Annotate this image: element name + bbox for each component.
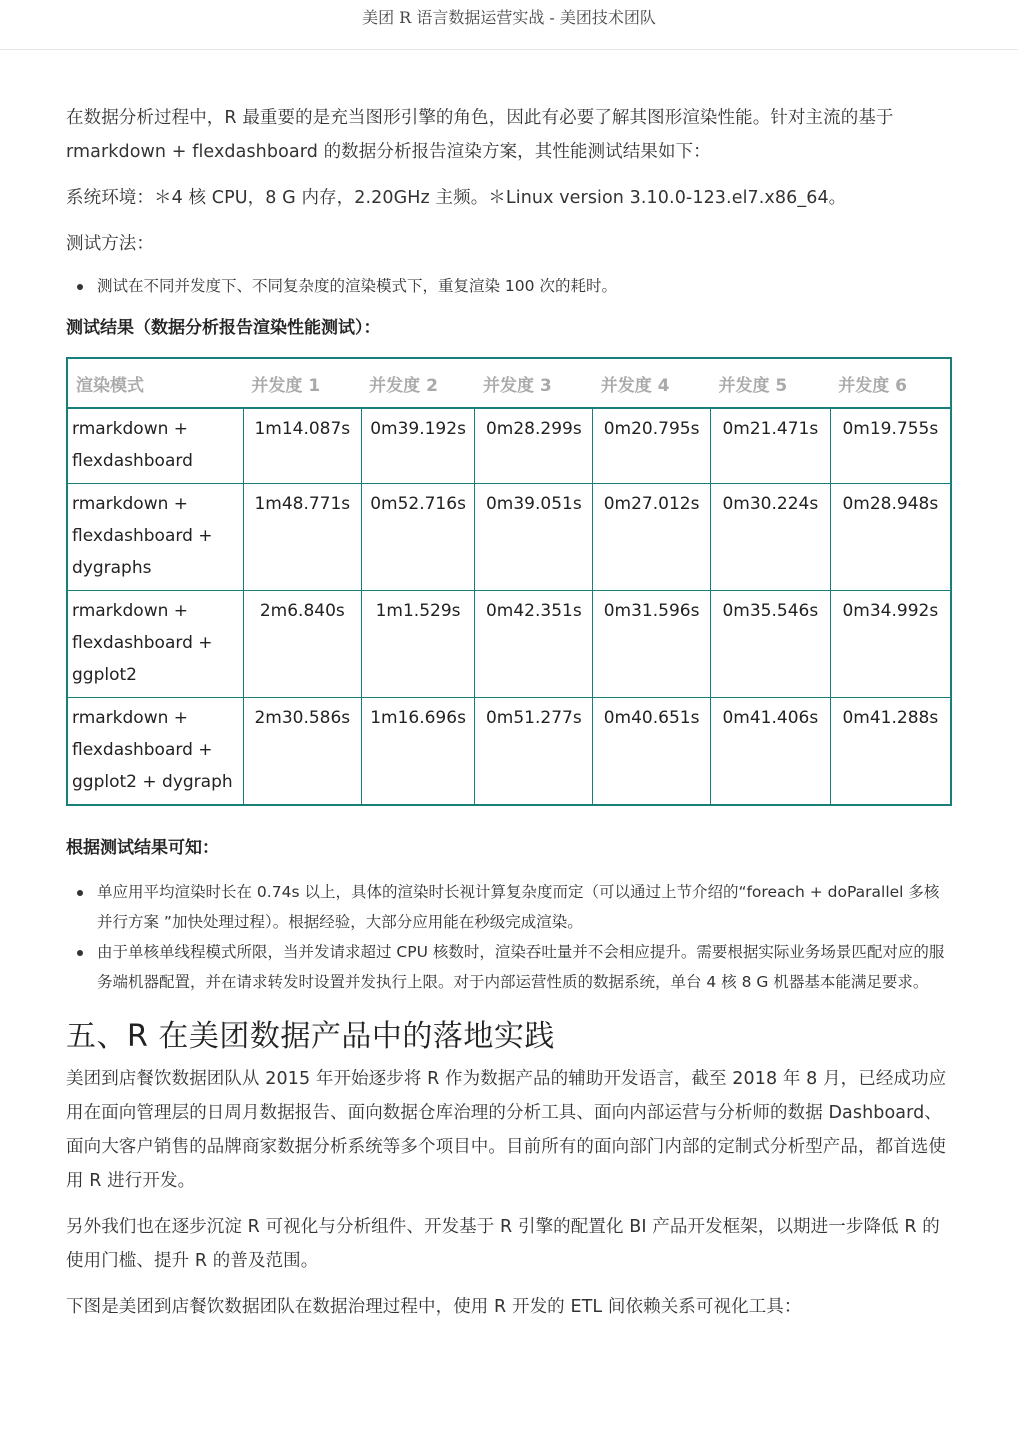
- column-header-concurrency-3: 并发度 3: [475, 358, 593, 408]
- time-cell: 0m41.406s: [710, 698, 830, 806]
- conclusion-heading: 根据测试结果可知：: [66, 838, 219, 858]
- table-row: [67, 408, 951, 484]
- time-cell: 0m41.288s: [830, 698, 951, 806]
- time-cell: 0m52.716s: [361, 484, 475, 591]
- time-cell: 0m35.546s: [710, 591, 830, 698]
- time-cell: 0m34.992s: [830, 591, 951, 698]
- performance-table: [66, 357, 952, 806]
- results-heading: 测试结果（数据分析报告渲染性能测试）：: [66, 318, 381, 338]
- mode-cell: rmarkdown + flexdashboard + ggplot2: [67, 591, 243, 698]
- column-header-mode: 渲染模式: [67, 358, 243, 408]
- time-cell: 0m31.596s: [593, 591, 711, 698]
- time-cell: 1m16.696s: [361, 698, 475, 806]
- time-cell: 0m39.192s: [361, 408, 475, 484]
- section-heading: 五、R 在美团数据产品中的落地实践: [66, 1019, 555, 1054]
- time-cell: 0m19.755s: [830, 408, 951, 484]
- intro-paragraph: 在数据分析过程中，R 最重要的是充当图形引擎的角色，因此有必要了解其图形渲染性能。针对主流的基于 rmarkdown + flexdashboard 的数据分析报告渲染方案，其性能测试结果如下：: [66, 108, 894, 162]
- table-row: [67, 698, 951, 806]
- method-list: [66, 271, 952, 301]
- time-cell: 2m6.840s: [243, 591, 361, 698]
- time-cell: 0m39.051s: [475, 484, 593, 591]
- mode-cell: rmarkdown + flexdashboard + ggplot2 + dygraph: [67, 698, 243, 806]
- time-cell: 1m14.087s: [243, 408, 361, 484]
- time-cell: 0m42.351s: [475, 591, 593, 698]
- column-header-concurrency-6: 并发度 6: [830, 358, 951, 408]
- conclusion-item: 由于单核单线程模式所限，当并发请求超过 CPU 核数时，渲染吞吐量并不会相应提升。需要根据实际业务场景匹配对应的服务端机器配置，并在请求转发时设置并发执行上限。对于内部运营性质的数据系统，单台 4 核 8 G 机器基本能满足要求。: [66, 937, 952, 997]
- time-cell: 0m28.299s: [475, 408, 593, 484]
- time-cell: 0m30.224s: [710, 484, 830, 591]
- time-cell: 0m40.651s: [593, 698, 711, 806]
- time-cell: 0m51.277s: [475, 698, 593, 806]
- section-paragraph: 美团到店餐饮数据团队从 2015 年开始逐步将 R 作为数据产品的辅助开发语言，截至 2018 年 8 月，已经成功应用在面向管理层的日周月数据报告、面向数据仓库治理的分析工具、面向内部运营与分析师的数据 Dashboard、面向大客户销售的品牌商家数据分析系统等多个项目中。目前所有的面向部门内部的定制式分析型产品，都首选使用 R 进行开发。: [66, 1069, 947, 1191]
- mode-cell: rmarkdown + flexdashboard + dygraphs: [67, 484, 243, 591]
- time-cell: 1m1.529s: [361, 591, 475, 698]
- document-title: 美团 R 语言数据运营实战 - 美团技术团队: [362, 8, 656, 27]
- time-cell: 0m27.012s: [593, 484, 711, 591]
- time-cell: 0m21.471s: [710, 408, 830, 484]
- mode-cell: rmarkdown + flexdashboard: [67, 408, 243, 484]
- method-label: 测试方法：: [66, 234, 154, 254]
- table-header-row: [67, 358, 951, 408]
- time-cell: 0m20.795s: [593, 408, 711, 484]
- page-header: [0, 0, 1018, 50]
- column-header-concurrency-1: 并发度 1: [243, 358, 361, 408]
- time-cell: 0m28.948s: [830, 484, 951, 591]
- environment-paragraph: 系统环境：＊4 核 CPU，8 G 内存，2.20GHz 主频。＊Linux version 3.10.0-123.el7.x86_64。: [66, 188, 847, 208]
- section-paragraph: 下图是美团到店餐饮数据团队在数据治理过程中，使用 R 开发的 ETL 间依赖关系可视化工具：: [66, 1297, 802, 1317]
- column-header-concurrency-4: 并发度 4: [593, 358, 711, 408]
- section-paragraph: 另外我们也在逐步沉淀 R 可视化与分析组件、开发基于 R 引擎的配置化 BI 产品开发框架，以期进一步降低 R 的使用门槛、提升 R 的普及范围。: [66, 1217, 940, 1271]
- method-item: 测试在不同并发度下、不同复杂度的渲染模式下，重复渲染 100 次的耗时。: [66, 271, 952, 301]
- time-cell: 1m48.771s: [243, 484, 361, 591]
- conclusion-item: 单应用平均渲染时长在 0.74s 以上，具体的渲染时长视计算复杂度而定（可以通过上节介绍的“foreach + doParallel 多核并行方案 ”加快处理过程）。根据经验，大部分应用能在秒级完成渲染。: [66, 877, 952, 937]
- conclusion-list: [66, 877, 952, 997]
- column-header-concurrency-2: 并发度 2: [361, 358, 475, 408]
- time-cell: 2m30.586s: [243, 698, 361, 806]
- table-row: [67, 484, 951, 591]
- table-row: [67, 591, 951, 698]
- column-header-concurrency-5: 并发度 5: [710, 358, 830, 408]
- article-body: [66, 100, 952, 1324]
